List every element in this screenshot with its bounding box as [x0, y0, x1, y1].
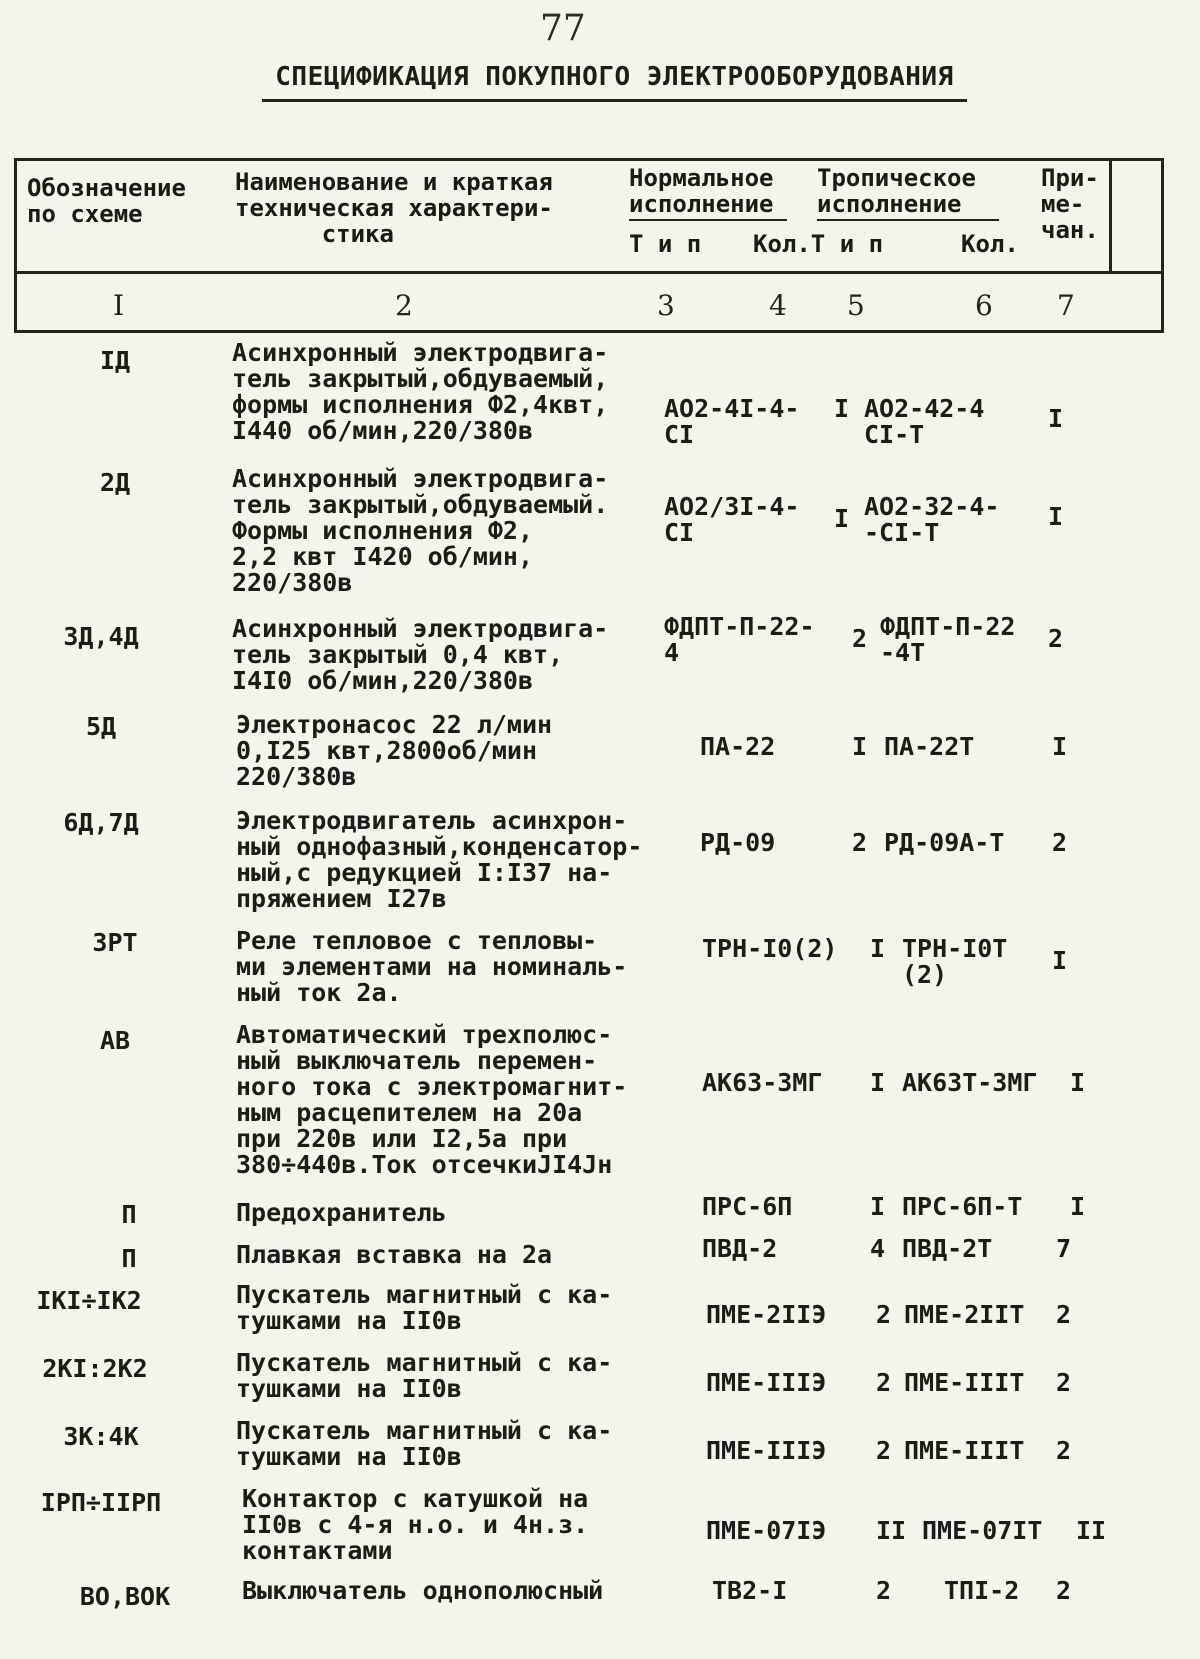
- column-number: 5: [847, 289, 865, 322]
- row-qty-tropical: II: [1076, 1516, 1107, 1545]
- row-name: Автоматический трехполюс- ный выключатель перемен- ного тока с электромагнит- ным расцепителем на 20а при 220в или I2,5а при 380÷440в.Ток отсечкиJI4Jн: [236, 1020, 628, 1179]
- row-qty-normal: II: [876, 1516, 907, 1545]
- row-qty-normal: 2: [876, 1436, 892, 1465]
- row-type-normal: ПМЕ-IIIЭ: [706, 1436, 827, 1465]
- row-designation: ВО,ВОК: [79, 1582, 171, 1611]
- row-type-tropical: ПВД-2Т: [902, 1234, 993, 1263]
- column-number: 3: [657, 289, 675, 322]
- row-qty-normal: 2: [852, 624, 868, 653]
- row-type-tropical: ФДПТ-П-22 -4Т: [880, 612, 1016, 667]
- row-type-normal: ПМЕ-2IIЭ: [706, 1300, 827, 1329]
- page-number: 77: [540, 8, 586, 49]
- row-qty-normal: 2: [876, 1368, 892, 1397]
- row-type-normal: РД-09: [700, 828, 776, 857]
- row-designation: АВ: [99, 1026, 131, 1055]
- column-number: I: [113, 289, 125, 322]
- row-name: Контактор с катушкой на II0в с 4-я н.о. и 4н.з. контактами: [242, 1484, 589, 1565]
- row-designation: 5Д: [85, 712, 117, 741]
- column-number: 7: [1057, 289, 1075, 322]
- row-qty-tropical: I: [1048, 404, 1064, 433]
- row-qty-tropical: 2: [1056, 1576, 1072, 1605]
- row-qty-normal: I: [834, 394, 850, 423]
- title-underline: [262, 99, 967, 102]
- row-type-normal: ПМЕ-07IЭ: [706, 1516, 827, 1545]
- header-row-divider: [17, 271, 1161, 274]
- row-type-tropical: АО2-42-4 CI-Т: [864, 394, 985, 449]
- row-designation: 2Д: [99, 468, 131, 497]
- normal-group-underline: [629, 219, 787, 221]
- row-qty-normal: I: [852, 732, 868, 761]
- row-qty-normal: 2: [852, 828, 868, 857]
- row-designation: П: [121, 1200, 137, 1229]
- header-col-notes: При- ме- чан.: [1041, 164, 1099, 244]
- table-header: [14, 158, 1164, 333]
- row-name: Плавкая вставка на 2а: [236, 1240, 553, 1269]
- row-name: Выключатель однополюсный: [242, 1576, 604, 1605]
- row-name: Асинхронный электродвига- тель закрытый 0,4 квт, I4I0 об/мин,220/380в: [232, 614, 609, 695]
- row-qty-tropical: I: [1052, 946, 1068, 975]
- row-designation: 3К:4К: [63, 1422, 139, 1451]
- row-type-tropical: ТПI-2: [944, 1576, 1020, 1605]
- row-name: Реле тепловое с тепловы- ми элементами на номиналь- ный ток 2а.: [236, 926, 628, 1007]
- header-col-divider: [1109, 161, 1112, 271]
- row-designation: 6Д,7Д: [63, 808, 139, 837]
- row-qty-normal: I: [834, 504, 850, 533]
- row-qty-normal: I: [870, 934, 886, 963]
- row-designation: 3Д,4Д: [63, 622, 139, 651]
- row-qty-tropical: 7: [1056, 1234, 1072, 1263]
- row-type-tropical: ПМЕ-IIIТ: [904, 1368, 1025, 1397]
- row-qty-tropical: I: [1048, 502, 1064, 531]
- row-qty-normal: I: [870, 1068, 886, 1097]
- row-type-tropical: ПМЕ-2IIТ: [904, 1300, 1025, 1329]
- header-sub-type-normal: Т и п: [629, 230, 702, 258]
- row-qty-tropical: 2: [1056, 1368, 1072, 1397]
- row-qty-tropical: I: [1070, 1068, 1086, 1097]
- row-name: Предохранитель: [236, 1198, 447, 1227]
- row-type-normal: ПА-22: [700, 732, 776, 761]
- row-type-tropical: ПМЕ-IIIТ: [904, 1436, 1025, 1465]
- header-col-name: Наименование и краткая техническая характери- стика: [235, 168, 553, 248]
- row-type-tropical: ПА-22Т: [884, 732, 975, 761]
- header-sub-qty-type: Кол.Т и п: [753, 230, 884, 258]
- header-sub-qty-tropical: Кол.: [961, 230, 1019, 258]
- row-designation: IКI÷IК2: [36, 1286, 142, 1315]
- row-designation: IД: [99, 346, 131, 375]
- row-qty-tropical: 2: [1056, 1436, 1072, 1465]
- row-type-normal: АО2-4I-4- CI: [664, 394, 800, 449]
- row-type-normal: ПМЕ-IIIЭ: [706, 1368, 827, 1397]
- row-type-normal: ПВД-2: [702, 1234, 778, 1263]
- row-type-tropical: АО2-32-4- -CI-Т: [864, 492, 1000, 547]
- header-group-tropical: Тропическое исполнение: [817, 164, 976, 218]
- header-col-designation: Обозначение по схеме: [27, 174, 186, 228]
- row-type-tropical: РД-09А-Т: [884, 828, 1005, 857]
- header-group-normal: Нормальное исполнение: [629, 164, 774, 218]
- row-type-normal: АК63-3МГ: [702, 1068, 823, 1097]
- row-type-tropical: ТРН-I0Т (2): [902, 934, 1008, 989]
- row-name: Пускатель магнитный с ка- тушками на II0в: [236, 1416, 613, 1471]
- row-type-normal: ПРС-6П: [702, 1192, 793, 1221]
- row-qty-tropical: 2: [1052, 828, 1068, 857]
- document-title: СПЕЦИФИКАЦИЯ ПОКУПНОГО ЭЛЕКТРООБОРУДОВАНИЯ: [275, 62, 954, 92]
- row-type-normal: ТВ2-I: [712, 1576, 788, 1605]
- row-name: Асинхронный электродвига- тель закрытый,обдуваемый, формы исполнения Ф2,4квт, I440 об/мин,220/380в: [232, 338, 609, 445]
- row-qty-tropical: I: [1052, 732, 1068, 761]
- row-qty-tropical: 2: [1048, 624, 1064, 653]
- row-name: Электронасос 22 л/мин 0,I25 квт,2800об/мин 220/380в: [236, 710, 553, 791]
- row-type-normal: АО2/3I-4- CI: [664, 492, 800, 547]
- row-qty-normal: I: [870, 1192, 886, 1221]
- row-name: Асинхронный электродвига- тель закрытый,обдуваемый. Формы исполнения Ф2, 2,2 квт I420 об/мин, 220/380в: [232, 464, 609, 597]
- tropical-group-underline: [817, 219, 999, 221]
- row-qty-normal: 2: [876, 1576, 892, 1605]
- row-type-tropical: ПРС-6П-Т: [902, 1192, 1023, 1221]
- row-type-normal: ТРН-I0(2): [702, 934, 838, 963]
- row-designation: П: [121, 1244, 137, 1273]
- row-qty-normal: 4: [870, 1234, 886, 1263]
- column-number: 4: [769, 289, 787, 322]
- column-number: 2: [395, 289, 413, 322]
- row-type-tropical: АК63Т-3МГ: [902, 1068, 1038, 1097]
- row-type-tropical: ПМЕ-07IТ: [922, 1516, 1043, 1545]
- column-number: 6: [975, 289, 993, 322]
- row-qty-tropical: 2: [1056, 1300, 1072, 1329]
- row-qty-normal: 2: [876, 1300, 892, 1329]
- row-type-normal: ФДПТ-П-22- 4: [664, 612, 815, 667]
- row-designation: 3РТ: [92, 928, 138, 957]
- row-qty-tropical: I: [1070, 1192, 1086, 1221]
- row-designation: 2КI:2К2: [42, 1354, 148, 1383]
- row-name: Электродвигатель асинхрон- ный однофазный,конденсатор- ный,с редукцией I:I37 на- пряжением I27в: [236, 806, 643, 913]
- row-name: Пускатель магнитный с ка- тушками на II0в: [236, 1348, 613, 1403]
- row-designation: IРП÷IIРП: [40, 1488, 162, 1517]
- row-name: Пускатель магнитный с ка- тушками на II0в: [236, 1280, 613, 1335]
